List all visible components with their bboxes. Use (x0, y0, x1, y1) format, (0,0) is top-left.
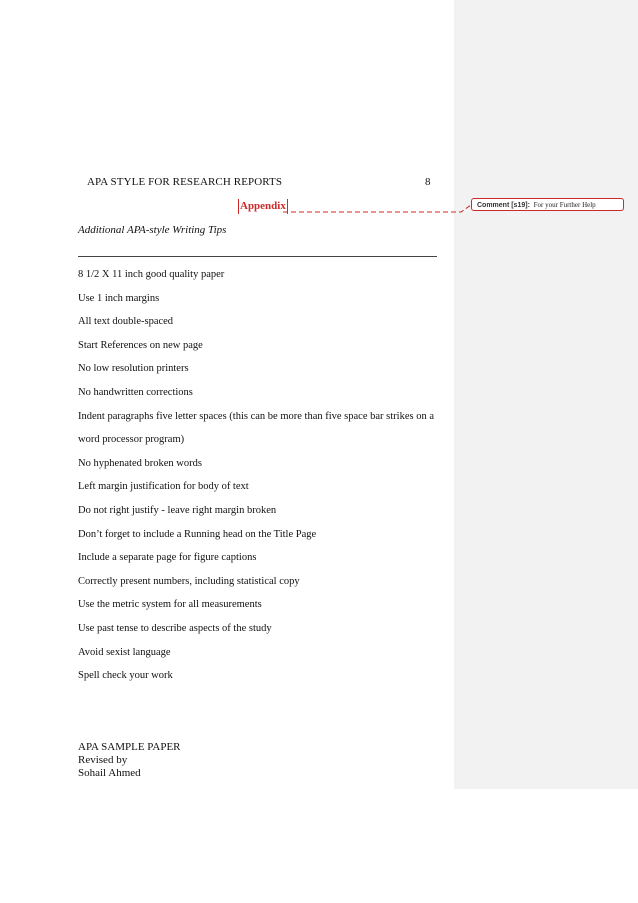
list-item: word processor program) (78, 434, 185, 446)
list-item: No handwritten corrections (78, 386, 193, 398)
comment-balloon[interactable] (471, 198, 624, 211)
list-item: Left margin justification for body of text (78, 481, 249, 493)
list-item: Correctly present numbers, including statistical copy (78, 575, 300, 587)
list-item: No hyphenated broken words (78, 457, 202, 469)
list-item: Indent paragraphs five letter spaces (this can be more than five space bar strikes on a (78, 410, 434, 422)
running-head: APA STYLE FOR RESEARCH REPORTS (87, 176, 283, 188)
footer-line: Revised by (78, 754, 128, 766)
list-item: Spell check your work (78, 670, 173, 682)
page-number: 8 (425, 176, 431, 188)
list-item: Don’t forget to include a Running head on the Title Page (78, 528, 317, 540)
tips-list (78, 268, 438, 693)
list-item: Use 1 inch margins (78, 292, 160, 304)
list-item: Avoid sexist language (78, 646, 171, 658)
comment-pane (454, 0, 638, 789)
comment-connector-line (283, 205, 471, 212)
list-item: Use the metric system for all measurements (78, 599, 262, 611)
comment-text: For your Further Help (533, 201, 596, 209)
list-item: Start References on new page (78, 339, 203, 351)
horizontal-rule (78, 256, 437, 257)
list-item: Do not right justify - leave right margin broken (78, 504, 277, 516)
list-item: Use past tense to describe aspects of the study (78, 622, 272, 634)
list-item: No low resolution printers (78, 363, 189, 375)
footer (78, 741, 181, 780)
appendix-title[interactable]: Appendix (240, 200, 286, 212)
tips-heading: Additional APA-style Writing Tips (78, 224, 227, 236)
list-item: 8 1/2 X 11 inch good quality paper (78, 269, 225, 280)
list-item: All text double-spaced (78, 316, 174, 328)
footer-line: Sohail Ahmed (78, 767, 141, 779)
list-item: Include a separate page for figure captions (78, 552, 257, 564)
footer-line: APA SAMPLE PAPER (78, 741, 181, 753)
comment-author: Comment [s19]: (477, 202, 530, 209)
